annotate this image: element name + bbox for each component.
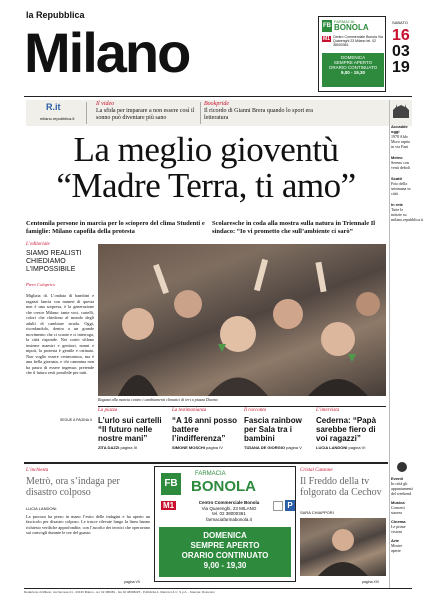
video-text[interactable]: La sfida per imparare a non essere così il sonno può diventare più sano: [96, 108, 195, 121]
bottom-ad-open-2: SEMPRE APERTO: [190, 541, 260, 550]
bottom-ad-open-1: DOMENICA: [203, 531, 247, 540]
sidebar-bottom-item[interactable]: Eventi In città gli appuntamenti del weekend: [391, 476, 413, 496]
top-ad-m1: M1: [323, 36, 330, 42]
site-link[interactable]: milano.repubblica.it: [40, 116, 75, 121]
editorial-author: Piero Colaprico: [26, 282, 56, 287]
top-ad-name: BONOLA: [334, 23, 369, 32]
footer-text: Redazione di Milano: via Nervesa 21 - 20139 Milano - tel. 02 480981 - fax 02 48098225 - Pubblicità A. Manzoni & C. S.p.A. - Stampa: Rotocolor: [24, 590, 215, 594]
brand-logo: la Repubblica: [26, 10, 85, 20]
main-photo[interactable]: [98, 244, 386, 396]
footer-rule: [24, 588, 412, 589]
portrait-illustration: [300, 518, 386, 576]
inchiesta-page[interactable]: pagina VII: [124, 580, 140, 584]
date-day-label: SABATO: [392, 20, 408, 25]
sidebar-bottom-item[interactable]: Cinema Le prime visioni: [391, 519, 406, 534]
column-story[interactable]: L’intervista Cederna: “Papà sarebbe fiero di voi ragazzi” LUCIA LANDONI pagina VI: [316, 408, 377, 450]
top-ad-open-3: ORARIO CONTINUATO: [328, 65, 378, 70]
sidebar-item[interactable]: Scatti Foto della settimana in città: [391, 176, 411, 196]
cristal-title[interactable]: Il Freddo della tv folgorato da Cechov: [300, 476, 382, 498]
main-headline[interactable]: [26, 132, 386, 204]
sidebar-bottom-item[interactable]: Arte Mostre aperte: [391, 538, 403, 553]
column-story[interactable]: La piazza L’urlo sui cartelli “Il futuro nelle nostre mani” ZITA DAZZI pagina III: [98, 408, 162, 450]
bottom-ad-m1: M1: [163, 501, 175, 510]
bottom-pharmacy-ad[interactable]: [154, 466, 296, 582]
parking-icon: P: [285, 500, 295, 511]
duomo-icon: [392, 104, 410, 118]
inchiesta-title[interactable]: Metrò, ora s’indaga per disastro colposo: [26, 476, 120, 498]
sidebar-rule: [389, 100, 390, 588]
top-ad-address: Centro Commerciale Bonola Via Quarenghi 23 Milano tel. 02 38000361: [333, 35, 383, 47]
bottom-ad-open-3: ORARIO CONTINUATO: [181, 551, 269, 560]
bottom-ad-name: BONOLA: [191, 478, 256, 495]
bottom-rule: [24, 462, 388, 464]
subheader-divider-2: [200, 102, 201, 124]
editorial-title[interactable]: SIAMO REALISTI CHIEDIAMO L’IMPOSSIBILE: [26, 250, 82, 273]
sidebar-item[interactable]: Accadde oggi 1978 Aldo Moro rapito in via Fani: [391, 124, 411, 149]
top-ad-hours-box: [322, 53, 384, 87]
inchiesta-kicker: L’inchiesta: [26, 468, 49, 473]
subhead-left: Centomila persone in marcia per lo sciopero del clima Studenti e famiglie: Milano capofila della protesta: [26, 220, 205, 235]
column-story[interactable]: La testimonianza “A 16 anni posso battere l’indifferenza” SIMONE MOSCHI pagina IV: [172, 408, 238, 450]
book-kicker[interactable]: Bookpride: [204, 101, 229, 107]
cristal-author: SARA CHIAPPORI: [300, 510, 334, 515]
fb-logo-icon: FB: [161, 473, 181, 495]
subheader-divider-1: [86, 102, 87, 124]
cristal-kicker: Cristal Canzone: [300, 468, 333, 473]
subhead-right: Scolaresche in coda alla mostra sulla natura in Triennale Il sindaco: “Io vi prometto che sull’ambiente ci sarò”: [212, 220, 376, 235]
cristal-page[interactable]: pagina XIV: [362, 580, 380, 584]
editorial-body: Migliaia di. L’ondata di bambini e ragazzi lancia con numeri di questa non è una sorpresa, è la generazione che cresce Milano: tante voci, cartelli, colori che chiedono al mondo degli adulti di cambiare strada. Oggi, ricordandolo, dentro a un grande movimento che ci scuote e ci interroga, la città risponde. Nei cortei sfilano insieme maestri e genitori, nonni e nipoti, la protesta è gentile e ostinata. Non voglio essere cerimonioso, ma è una bella giornata, e chi cammina non ha paura di essere ingenuo: pretende che il futuro resti possibile per tutti.: [26, 293, 94, 375]
bottom-ad-farmacia: FARMACIA: [195, 471, 226, 477]
photo-caption: Ragazzi alla marcia contro i cambiamenti climatici di ieri a piazza Duomo: [98, 397, 218, 402]
headline-line-1: La meglio gioventù: [73, 130, 339, 169]
crowd-photo-illustration: [98, 244, 386, 396]
columns-rule: [98, 406, 386, 407]
bottom-ad-address: Centro Commerciale Bonola Via Quarenghi, 23 MILANO tel. 02 38000361 farmaciafarmabonola.it: [198, 500, 260, 522]
headline-line-2: “Madre Terra, ti amo”: [56, 166, 356, 205]
date-year: 19: [392, 59, 410, 76]
bottom-ad-hours-box: [159, 527, 291, 577]
sidebar-list: [391, 124, 424, 222]
inchiesta-author: LUCIA LANDONI: [26, 506, 57, 511]
repubblica-it-logo[interactable]: R.it: [46, 102, 61, 112]
inchiesta-body: La procura ha preso in mano l’esito delle indagini e ha aperto un fascicolo per disastro colposo. Le tracce rilevate lungo la linea hanno richiesto verifiche approfondite, con l’ascolto dei tecnici che operavano sui convogli durante le ore del guasto.: [26, 514, 150, 535]
editorial-kicker: L’editoriale: [26, 242, 50, 247]
fb-logo-icon: FB: [322, 20, 332, 32]
book-text[interactable]: Il ricordo di Gianni Brera quando lo sport era letteratura: [204, 108, 313, 121]
date-day: 16: [392, 27, 410, 44]
editorial-more[interactable]: SEGUE A PAGINA II: [60, 418, 92, 422]
sidebar-item[interactable]: Meteo Sereno con venti deboli: [391, 155, 410, 170]
sidebar-item[interactable]: In rete Tutte le notizie su milano.repubblica.it: [391, 202, 424, 222]
top-ad-hours: 9,00 - 19,30: [340, 70, 366, 75]
card-icon: [273, 501, 283, 511]
video-kicker[interactable]: Il video: [96, 101, 115, 107]
sidebar-bottom-item[interactable]: Musica Concerti stasera: [391, 500, 405, 515]
top-ad-open-2: SEMPRE APERTO: [333, 60, 373, 65]
top-ad-open-1: DOMENICA: [340, 55, 366, 60]
sidebar-bullet-icon: [397, 462, 407, 472]
top-ad-farmacia: FARMACIA: [334, 19, 355, 24]
date-month: 03: [392, 43, 410, 60]
sidebar-bottom-list: [391, 476, 413, 553]
masthead-rule: [24, 96, 412, 97]
bottom-ad-hours: 9,00 - 19,30: [203, 561, 247, 570]
column-story[interactable]: Il racconto Fascia rainbow per Sala tra i bambini TIZIANA DE GIORGIO pagina V: [244, 408, 302, 450]
top-pharmacy-ad[interactable]: [318, 16, 386, 92]
cristal-photo[interactable]: [300, 518, 386, 576]
city-title: Milano: [24, 21, 190, 84]
